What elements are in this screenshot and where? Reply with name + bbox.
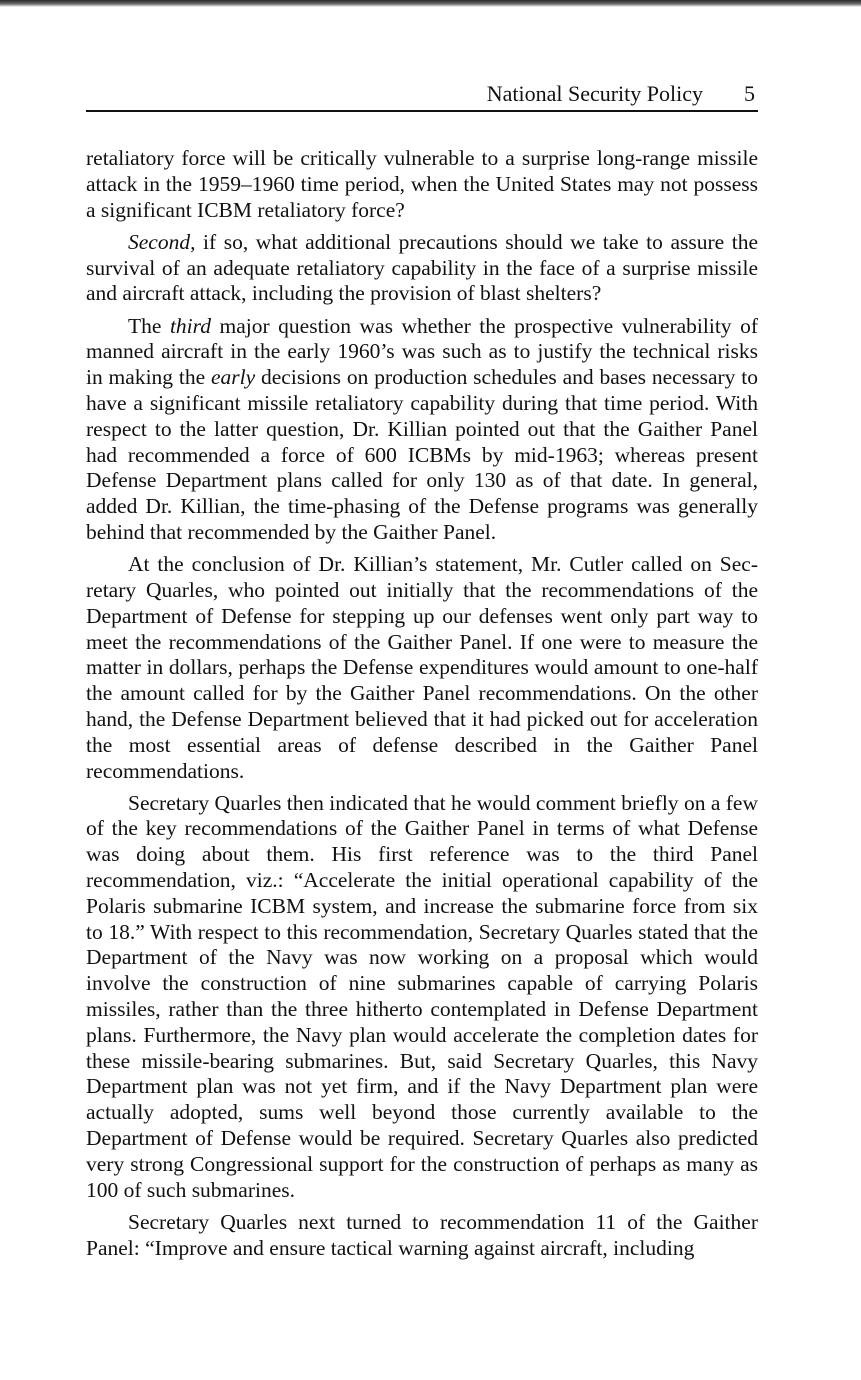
paragraph-4: At the conclusion of Dr. Killian’s statement, Mr. Cutler called on Secretary Quarles, who pointed out initially that the recommendations of the Department of Defense for stepping up our defenses went only part way to meet the recommendations of the Gaither Panel. If one were to measure the matter in dollars, perhaps the Defense expenditures would amount to one-half the amount called for by the Gaither Panel recommendations. On the other hand, the Defense Department believed that it had picked out for acceleration the most essential areas of defense described in the Gaither Panel recommendations. bbox=[86, 552, 758, 783]
paragraph-3-text-c: decisions on production schedules and bases necessary to have a significant missile retaliatory capability during that time period. With respect to the latter question, Dr. Killian pointed out that the Gaither Panel had recommended a force of 600 ICBMs by mid-1963; whereas present Defense Department plans called for only 130 as of that date. In general, added Dr. Killian, the time-phasing of the Defense programs was generally behind that recommended by the Gaither Panel. bbox=[86, 365, 758, 544]
paragraph-2 bbox=[86, 230, 758, 307]
running-header bbox=[86, 78, 758, 112]
page-top-edge bbox=[0, 0, 861, 7]
paragraph-3-emphasis-early: early bbox=[210, 365, 256, 390]
paragraph-5: Secretary Quarles then indicated that he would comment briefly on a few of the key recommendations of the Gaither Panel in terms of what Defense was doing about them. His first reference was to the third Panel recommendation, viz.: “Accelerate the initial operational capability of the Polaris submarine ICBM system, and increase the submarine force from six to 18.” With respect to this recommendation, Secretary Quarles stated that the Department of the Navy was now working on a proposal which would involve the construction of nine submarines capable of carrying Polaris missiles, rather than the three hitherto contemplated in Defense Department plans. Furthermore, the Navy plan would accelerate the completion dates for these missile-bearing submarines. But, said Secretary Quarles, this Navy Department plan was not yet firm, and if the Navy Department plan were actually adopted, sums well beyond those currently available to the Department of Defense would be required. Secretary Quarles also predicted very strong Congressional support for the construction of perhaps as many as 100 of such submarines. bbox=[86, 790, 758, 1202]
paragraph-3-text-b: major question was whether the prospective vulnerability of manned aircraft in the early 1960’s was such as to justify the technical risks in making the bbox=[86, 313, 758, 390]
paragraph-3-text-a: The bbox=[128, 313, 170, 338]
paragraph-6: Secretary Quarles next turned to recommendation 11 of the Gaither Panel: “Improve and ensure tactical warning against aircraft, including bbox=[86, 1209, 758, 1260]
paragraph-2-emphasis: Second, bbox=[128, 229, 196, 254]
paragraph-3 bbox=[86, 314, 758, 546]
page-number: 5 bbox=[744, 81, 755, 106]
body-text bbox=[86, 146, 758, 1268]
paragraph-1: retaliatory force will be critically vulnerable to a surprise long-range missile attack in the 1959–1960 time period, when the United States may not possess a significant ICBM retaliatory force? bbox=[86, 146, 758, 222]
header-title: National Security Policy bbox=[486, 81, 703, 106]
paragraph-2-text: if so, what additional precautions should we take to assure the survival of an adequate retaliatory capability in the face of a surprise missile and aircraft attack, including the provision of blast shelters? bbox=[86, 229, 758, 306]
paragraph-3-emphasis-third: third bbox=[169, 313, 211, 338]
